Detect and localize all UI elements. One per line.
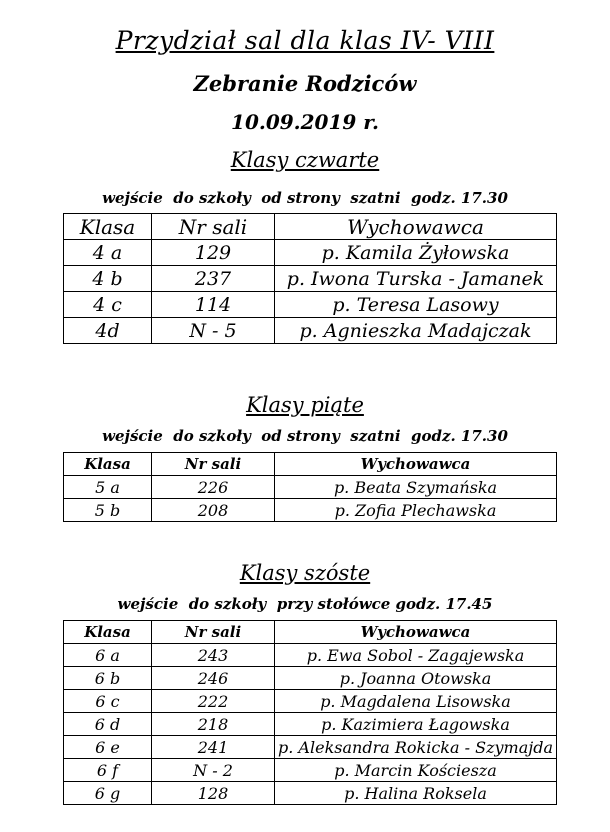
- room-cell: 226: [152, 476, 275, 499]
- room-cell: 241: [152, 736, 275, 759]
- column-header-class: Klasa: [64, 621, 152, 644]
- room-cell: N - 5: [152, 318, 275, 344]
- teacher-cell: p. Aleksandra Rokicka - Szymajda: [275, 736, 557, 759]
- room-cell: 218: [152, 713, 275, 736]
- room-cell: N - 2: [152, 759, 275, 782]
- column-header-class: Klasa: [64, 214, 152, 240]
- column-header-room: Nr sali: [152, 214, 275, 240]
- section-heading-grade-6: Klasy szóste: [239, 561, 371, 585]
- teacher-cell: p. Magdalena Lisowska: [275, 690, 557, 713]
- class-cell: 5 b: [64, 499, 152, 522]
- table-row: [64, 644, 557, 667]
- teacher-cell: p. Ewa Sobol - Zagajewska: [275, 644, 557, 667]
- room-cell: 246: [152, 667, 275, 690]
- room-cell: 222: [152, 690, 275, 713]
- class-cell: 6 c: [64, 690, 152, 713]
- meeting-subtitle: Zebranie Rodziców: [193, 71, 417, 96]
- room-table-grade-4: [63, 213, 557, 344]
- teacher-cell: p. Joanna Otowska: [275, 667, 557, 690]
- teacher-cell: p. Zofia Plechawska: [275, 499, 557, 522]
- room-cell: 237: [152, 266, 275, 292]
- teacher-cell: p. Kamila Żyłowska: [275, 240, 557, 266]
- meeting-date: 10.09.2019 r.: [231, 110, 379, 134]
- section-entrance-grade-5: wejście do szkoły od strony szatni godz. 17.30: [102, 427, 508, 445]
- class-cell: 4d: [64, 318, 152, 344]
- column-header-room: Nr sali: [152, 453, 275, 476]
- table-row: [64, 713, 557, 736]
- table-row: [64, 240, 557, 266]
- column-header-class: Klasa: [64, 453, 152, 476]
- column-header-teacher: Wychowawca: [275, 621, 557, 644]
- teacher-cell: p. Agnieszka Madajczak: [275, 318, 557, 344]
- table-row: [64, 318, 557, 344]
- table-row: [64, 292, 557, 318]
- room-cell: 128: [152, 782, 275, 805]
- table-row: [64, 476, 557, 499]
- teacher-cell: p. Iwona Turska - Jamanek: [275, 266, 557, 292]
- class-cell: 6 g: [64, 782, 152, 805]
- class-cell: 6 b: [64, 667, 152, 690]
- table-row: [64, 782, 557, 805]
- class-cell: 6 e: [64, 736, 152, 759]
- class-cell: 5 a: [64, 476, 152, 499]
- teacher-cell: p. Teresa Lasowy: [275, 292, 557, 318]
- section-entrance-grade-4: wejście do szkoły od strony szatni godz. 17.30: [102, 189, 508, 207]
- room-cell: 208: [152, 499, 275, 522]
- teacher-cell: p. Beata Szymańska: [275, 476, 557, 499]
- room-cell: 114: [152, 292, 275, 318]
- table-header-row: [64, 453, 557, 476]
- column-header-teacher: Wychowawca: [275, 453, 557, 476]
- column-header-room: Nr sali: [152, 621, 275, 644]
- class-cell: 6 a: [64, 644, 152, 667]
- section-heading-grade-4: Klasy czwarte: [230, 148, 380, 172]
- table-row: [64, 667, 557, 690]
- room-table-grade-5: [63, 452, 557, 522]
- document-title: Przydział sal dla klas IV- VIII: [115, 26, 495, 55]
- room-table-grade-6: [63, 620, 557, 805]
- table-row: [64, 499, 557, 522]
- section-entrance-grade-6: wejście do szkoły przy stołówce godz. 17.45: [117, 595, 493, 613]
- class-cell: 4 a: [64, 240, 152, 266]
- class-cell: 4 c: [64, 292, 152, 318]
- teacher-cell: p. Marcin Kościesza: [275, 759, 557, 782]
- class-cell: 6 f: [64, 759, 152, 782]
- section-heading-grade-5: Klasy piąte: [246, 393, 364, 417]
- table-row: [64, 736, 557, 759]
- table-row: [64, 266, 557, 292]
- table-header-row: [64, 621, 557, 644]
- column-header-teacher: Wychowawca: [275, 214, 557, 240]
- table-row: [64, 690, 557, 713]
- table-header-row: [64, 214, 557, 240]
- room-cell: 243: [152, 644, 275, 667]
- class-cell: 6 d: [64, 713, 152, 736]
- teacher-cell: p. Halina Roksela: [275, 782, 557, 805]
- teacher-cell: p. Kazimiera Łagowska: [275, 713, 557, 736]
- class-cell: 4 b: [64, 266, 152, 292]
- room-cell: 129: [152, 240, 275, 266]
- table-row: [64, 759, 557, 782]
